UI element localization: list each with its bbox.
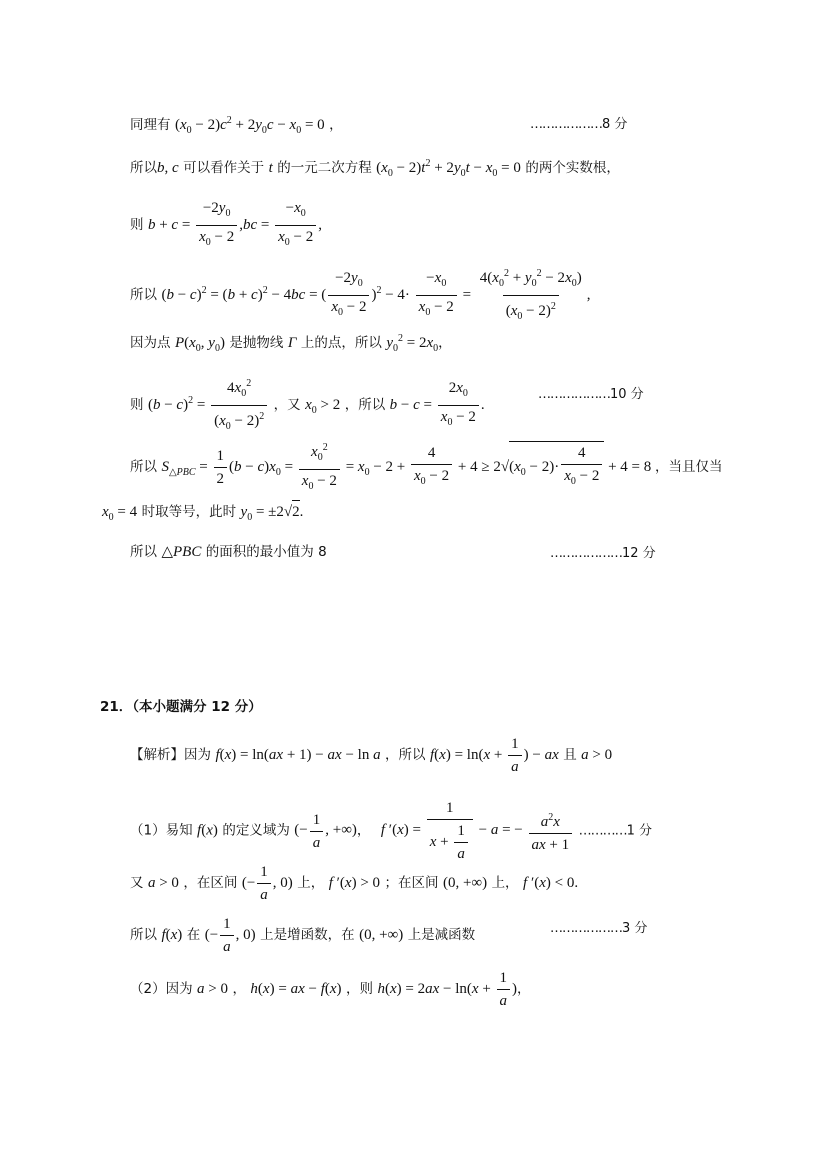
line-2: 所以b, c 可以看作关于 t 的一元二次方程 $(x_0 - 2)t^2 + 2y_0t - x_0 = 0$ 的两个实数根， <box>130 158 620 179</box>
line-8: $x_0 = 4$ 时取等号，此时 $y_0 = \pm 2√2$. <box>102 500 303 528</box>
line-12: 又 a > 0 ，在区间 (− $\frac{1}{a}$ , 0) 上， f ′(x) > 0 ；在区间 (0, +∞) 上， f ′(x) < 0. <box>130 864 579 903</box>
line-10: 【解析】因为 f(x) = ln(ax + 1) − ax − ln a ，所以 f(x) = ln(x + $\frac{1}{a}$ ) − ax 且 a > 0 <box>130 736 613 775</box>
score-12: ………………12 分 <box>550 546 656 561</box>
question-21-heading: 21．（本小题满分 12 分） <box>100 699 262 715</box>
line-13: 所以 f(x) 在 (− $\frac{1}{a}$ , 0) 上是增函数，在 (0, +∞) 上是减函数 <box>130 916 476 955</box>
line-4: 所以 $(b - c)^2 = (b + c)^2 - 4bc$ = ( $\frac{-2y_0}{x_0 - 2}$ )$^2$ − 4· $\frac{-x_0}{x_0 - 2}$ = $\frac{4(x_0^2 + y_0^2 - 2x_0)}{(x_0 - 2)^2}$ , <box>130 264 590 327</box>
formula: $(b - c)^2 = (b + c)^2 - 4bc$ = ( $\frac{-2y_0}{x_0 - 2}$ )$^2$ − 4· $\frac{-x_0}{x_0 - 2}$ = $\frac{4(x_0^2 + y_0^2 - 2x_0)}{(x_0 - 2)^2}$ , <box>161 287 590 303</box>
line-5: 因为点 $P(x_0$, $y_0$) 是抛物线 Γ 上的点，所以 $y_0^2 = 2x_0$， <box>130 333 452 354</box>
score-10: ………………10 分 <box>538 387 644 402</box>
score-3: ………………3 分 <box>550 921 648 936</box>
line-6: 则 $(b - c)^2$ = $\frac{4x_0^2}{(x_0 - 2)^2}$ ，又 $x_0 > 2$ ，所以 b − c = $\frac{2x_0}{x_0 - 2}$ . <box>130 374 485 437</box>
formula: $(x_0 - 2)t^2 + 2y_0t - x_0 = 0$ <box>376 158 521 179</box>
line-7: 所以 $S_{\triangle PBC}$ = $\frac{1}{2}$ $(b - c)x_0$ = $\frac{x_0^2}{x_0 - 2}$ = $x_0 - 2$ + $\frac{4}{x_0 - 2}$ + $4 \ge 2√(x_0 - 2)\cdot$ $\frac{4}{x_0 - 2}$ + 4 = 8 ，当且仅当 <box>130 438 723 497</box>
line-11: （1）易知 f(x) 的定义域为 (− $\frac{1}{a}$ , +∞)， f ′(x) = 1 x + $\frac{1}{a}$ − a = − $\frac{a^2x}{ax + 1}$ …………1 分 <box>130 800 652 862</box>
formula: $(x_0 - 2)c^2 + 2y_0c - x_0 = 0$ <box>174 115 325 136</box>
line-14: （2）因为 a > 0 ， h(x) = ax − f(x) ，则 h(x) = 2ax − ln(x + $\frac{1}{a}$ )， <box>130 970 531 1009</box>
formula: b + c = $\frac{-2y_0}{x_0 - 2}$ ,bc = $\frac{-x_0}{x_0 - 2}$ , <box>148 217 322 233</box>
line-1: 同理有 $(x_0 - 2)c^2 + 2y_0c - x_0 = 0$ ， <box>130 115 343 136</box>
line-3: 则 b + c = $\frac{-2y_0}{x_0 - 2}$ ,bc = $\frac{-x_0}{x_0 - 2}$ , <box>130 198 322 253</box>
score-8: ………………8 分 <box>530 117 628 132</box>
line-9: 所以 △PBC 的面积的最小值为 8 <box>130 544 327 560</box>
score-1: …………1 分 <box>578 823 652 839</box>
